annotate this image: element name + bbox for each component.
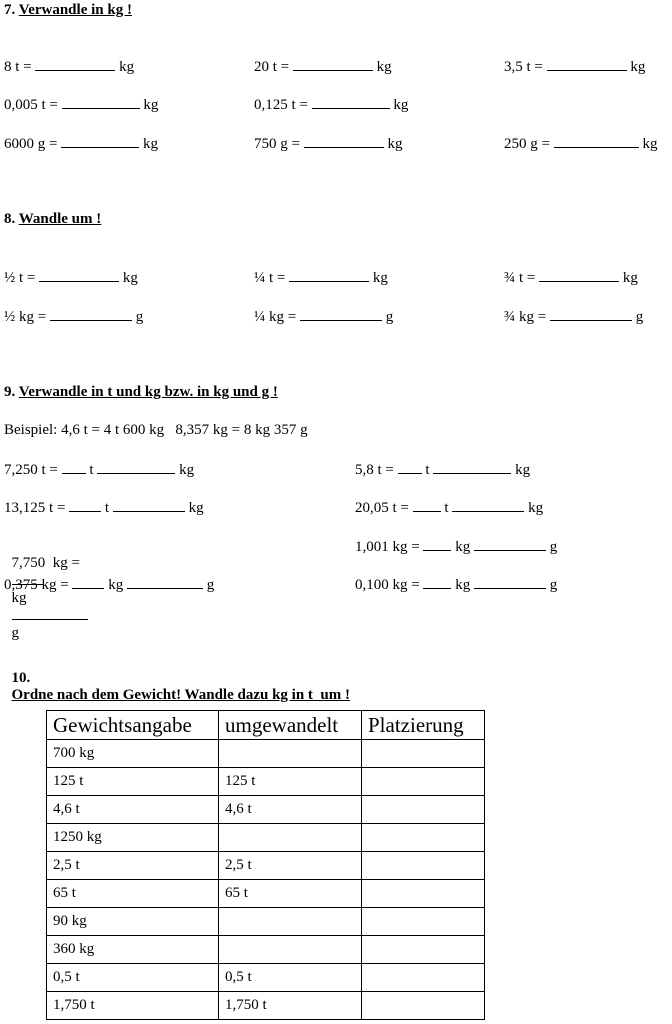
weight-cell: 125 t xyxy=(47,768,219,796)
exercise-item xyxy=(4,461,194,479)
converted-cell[interactable] xyxy=(219,740,362,768)
table-row xyxy=(47,768,485,796)
answer-blank[interactable] xyxy=(113,499,185,512)
exercise-prompt: 0,100 kg = xyxy=(355,577,420,593)
answer-blank[interactable] xyxy=(72,576,104,589)
section-9-heading xyxy=(4,384,278,401)
answer-blank[interactable] xyxy=(127,576,203,589)
weight-cell: 1,750 t xyxy=(47,992,219,1020)
exercise-prompt: 1,001 kg = xyxy=(355,539,420,555)
unit-label: kg xyxy=(515,462,531,478)
exercise-item xyxy=(254,96,408,114)
exercise-prompt: ½ kg = xyxy=(4,309,47,325)
answer-blank[interactable] xyxy=(289,269,369,282)
exercise-prompt: 250 g = xyxy=(504,136,550,152)
section-title: Wandle um ! xyxy=(18,211,102,227)
table-row xyxy=(47,796,485,824)
answer-blank[interactable] xyxy=(293,58,373,71)
answer-blank[interactable] xyxy=(474,538,546,551)
table-row xyxy=(47,852,485,880)
weight-cell: 360 kg xyxy=(47,936,219,964)
exercise-prompt: 750 g = xyxy=(254,136,300,152)
ranking-cell[interactable] xyxy=(362,964,485,992)
answer-blank[interactable] xyxy=(452,499,524,512)
table-row xyxy=(47,908,485,936)
unit-label: kg xyxy=(142,136,158,152)
exercise-prompt: ½ t = xyxy=(4,270,36,286)
ranking-cell[interactable] xyxy=(362,768,485,796)
section-10-heading xyxy=(4,653,350,704)
exercise-item xyxy=(254,135,402,153)
unit-label: g xyxy=(206,577,215,593)
exercise-prompt: 0,005 t = xyxy=(4,97,58,113)
table-row xyxy=(47,964,485,992)
converted-cell[interactable]: 0,5 t xyxy=(219,964,362,992)
table-row xyxy=(47,740,485,768)
answer-blank[interactable] xyxy=(12,607,88,620)
exercise-item xyxy=(4,269,138,287)
ranking-cell[interactable] xyxy=(362,908,485,936)
unit-label: kg xyxy=(642,136,658,152)
example-text: Beispiel: 4,6 t = 4 t 600 kg 8,357 kg = 8 kg 357 g xyxy=(4,422,308,438)
unit-label: t xyxy=(425,462,430,478)
section-title: Verwandle in t und kg bzw. in kg und g ! xyxy=(18,384,278,400)
unit-label: kg xyxy=(393,97,409,113)
weight-cell: 700 kg xyxy=(47,740,219,768)
answer-blank[interactable] xyxy=(97,461,175,474)
exercise-prompt: 7,750 kg = xyxy=(11,555,80,571)
exercise-item xyxy=(4,576,214,594)
unit-label: t xyxy=(104,500,110,516)
table-row xyxy=(47,880,485,908)
weight-cell: 2,5 t xyxy=(47,852,219,880)
ranking-cell[interactable] xyxy=(362,824,485,852)
answer-blank[interactable] xyxy=(474,576,546,589)
exercise-item xyxy=(4,58,134,76)
ranking-cell[interactable] xyxy=(362,740,485,768)
answer-blank[interactable] xyxy=(300,308,382,321)
unit-label: g xyxy=(635,309,644,325)
ranking-cell[interactable] xyxy=(362,852,485,880)
answer-blank[interactable] xyxy=(539,269,619,282)
answer-blank[interactable] xyxy=(62,96,140,109)
column-header: Platzierung xyxy=(362,711,485,740)
answer-blank[interactable] xyxy=(423,538,451,551)
answer-blank[interactable] xyxy=(413,499,441,512)
exercise-item xyxy=(4,135,158,153)
exercise-prompt: ¼ t = xyxy=(254,270,286,286)
weight-cell: 4,6 t xyxy=(47,796,219,824)
section-title: Ordne nach dem Gewicht! Wandle dazu kg in t um ! xyxy=(11,687,351,703)
converted-cell[interactable]: 2,5 t xyxy=(219,852,362,880)
section-8-heading xyxy=(4,211,101,228)
exercise-prompt: ¾ t = xyxy=(504,270,536,286)
exercise-prompt: 13,125 t = xyxy=(4,500,66,516)
exercise-item xyxy=(355,538,557,556)
unit-label: kg xyxy=(372,270,388,286)
ranking-cell[interactable] xyxy=(362,796,485,824)
converted-cell[interactable] xyxy=(219,824,362,852)
exercise-prompt: 20,05 t = xyxy=(355,500,409,516)
weight-cell: 90 kg xyxy=(47,908,219,936)
answer-blank[interactable] xyxy=(35,58,115,71)
answer-blank[interactable] xyxy=(423,576,451,589)
unit-label: kg xyxy=(376,59,392,75)
table-row xyxy=(47,992,485,1020)
exercise-item xyxy=(355,461,530,479)
unit-label: kg xyxy=(630,59,646,75)
column-header: umgewandelt xyxy=(219,711,362,740)
exercise-prompt: 0,125 t = xyxy=(254,97,308,113)
converted-cell[interactable]: 65 t xyxy=(219,880,362,908)
exercise-prompt: 20 t = xyxy=(254,59,290,75)
exercise-prompt: 6000 g = xyxy=(4,136,58,152)
unit-label: kg xyxy=(122,270,138,286)
exercise-prompt: 7,250 t = xyxy=(4,462,58,478)
ranking-cell[interactable] xyxy=(362,936,485,964)
unit-label: g xyxy=(135,309,144,325)
exercise-item xyxy=(4,96,158,114)
answer-blank[interactable] xyxy=(61,135,139,148)
answer-blank[interactable] xyxy=(554,135,639,148)
unit-label: kg xyxy=(11,590,27,606)
converted-cell[interactable]: 4,6 t xyxy=(219,796,362,824)
section-title: Verwandle in kg ! xyxy=(18,2,132,18)
unit-label: kg xyxy=(179,462,195,478)
answer-blank[interactable] xyxy=(69,499,101,512)
exercise-item xyxy=(355,499,543,517)
section-7-heading xyxy=(4,2,132,19)
exercise-item xyxy=(4,308,143,326)
table-row xyxy=(47,936,485,964)
exercise-item xyxy=(504,308,643,326)
unit-label: kg xyxy=(188,500,204,516)
exercise-prompt: ¾ kg = xyxy=(504,309,547,325)
unit-label: t xyxy=(89,462,94,478)
table-row xyxy=(47,824,485,852)
exercise-item xyxy=(4,499,204,517)
exercise-prompt: 8 t = xyxy=(4,59,32,75)
unit-label: kg xyxy=(455,577,471,593)
unit-label: kg xyxy=(108,577,124,593)
exercise-prompt: ¼ kg = xyxy=(254,309,297,325)
unit-label: g xyxy=(385,309,394,325)
section-number: 8. xyxy=(4,211,16,227)
unit-label: kg xyxy=(455,539,471,555)
exercise-item xyxy=(504,269,638,287)
unit-label: kg xyxy=(119,59,135,75)
weights-table xyxy=(46,710,485,1020)
section-number: 9. xyxy=(4,384,16,400)
answer-blank[interactable] xyxy=(62,461,86,474)
answer-blank[interactable] xyxy=(433,461,511,474)
unit-label: kg xyxy=(143,97,159,113)
unit-label: kg xyxy=(622,270,638,286)
unit-label: g xyxy=(549,577,558,593)
unit-label: t xyxy=(444,500,449,516)
converted-cell[interactable] xyxy=(219,908,362,936)
weight-cell: 0,5 t xyxy=(47,964,219,992)
exercise-item xyxy=(504,135,657,153)
exercise-item xyxy=(355,576,557,594)
exercise-item xyxy=(254,58,392,76)
converted-cell[interactable] xyxy=(219,936,362,964)
section-number: 7. xyxy=(4,2,16,18)
answer-blank[interactable] xyxy=(304,135,384,148)
answer-blank[interactable] xyxy=(398,461,422,474)
exercise-item xyxy=(254,308,393,326)
column-header: Gewichtsangabe xyxy=(47,711,219,740)
exercise-item xyxy=(254,269,388,287)
unit-label: kg xyxy=(528,500,544,516)
exercise-item xyxy=(504,58,645,76)
exercise-prompt: 5,8 t = xyxy=(355,462,394,478)
exercise-prompt: 3,5 t = xyxy=(504,59,543,75)
answer-blank[interactable] xyxy=(312,96,390,109)
answer-blank[interactable] xyxy=(39,269,119,282)
converted-cell[interactable]: 125 t xyxy=(219,768,362,796)
answer-blank[interactable] xyxy=(50,308,132,321)
weight-cell: 65 t xyxy=(47,880,219,908)
converted-cell[interactable]: 1,750 t xyxy=(219,992,362,1020)
ranking-cell[interactable] xyxy=(362,880,485,908)
answer-blank[interactable] xyxy=(547,58,627,71)
exercise-prompt: 0,375 kg = xyxy=(4,577,69,593)
weight-cell: 1250 kg xyxy=(47,824,219,852)
table-header-row xyxy=(47,711,485,740)
unit-label: g xyxy=(11,625,19,641)
answer-blank[interactable] xyxy=(550,308,632,321)
section-number: 10. xyxy=(11,670,31,686)
unit-label: kg xyxy=(387,136,403,152)
unit-label: g xyxy=(549,539,558,555)
ranking-cell[interactable] xyxy=(362,992,485,1020)
